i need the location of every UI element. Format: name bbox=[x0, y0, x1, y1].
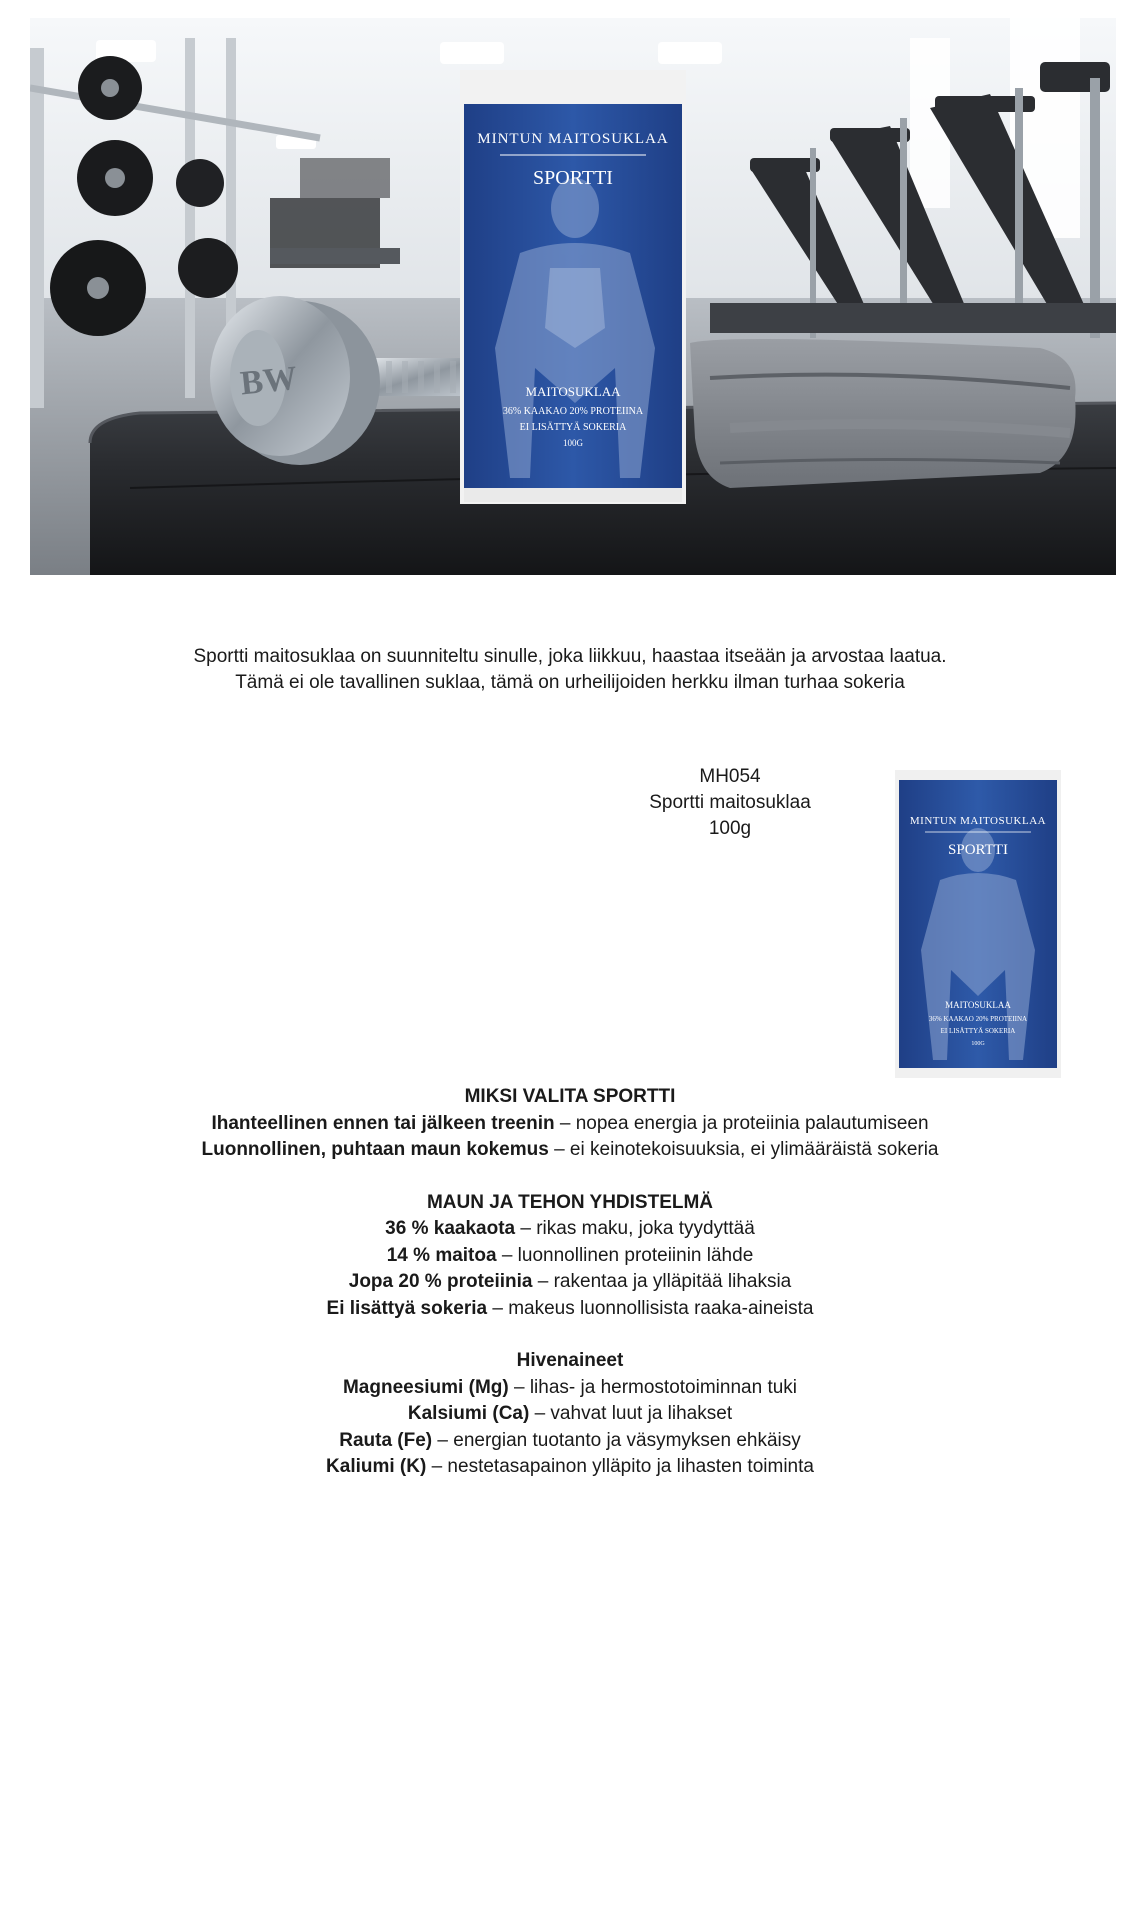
taste-row bbox=[0, 1243, 1140, 1270]
taste-row bbox=[0, 1216, 1140, 1243]
product-code: MH054 bbox=[699, 766, 761, 787]
taste-row-bold: Ei lisättyä sokeria bbox=[326, 1297, 488, 1319]
thumb-bar-name: SPORTTI bbox=[948, 842, 1008, 858]
minerals-section bbox=[0, 1348, 1140, 1481]
taste-row-text: – rakentaa ja ylläpitää lihaksia bbox=[532, 1271, 792, 1292]
why-row-bold: Luonnollinen, puhtaan maun kokemus bbox=[201, 1139, 549, 1160]
features bbox=[0, 1084, 1140, 1507]
taste-row-text: – makeus luonnollisista raaka-aineista bbox=[487, 1297, 814, 1319]
bar-name: SPORTTI bbox=[533, 167, 613, 189]
why-row-text: – ei keinotekoisuuksia, ei ylimääräistä sokeria bbox=[548, 1139, 939, 1160]
bar-type: MAITOSUKLAA bbox=[525, 384, 621, 399]
mineral-row-text: – energian tuotanto ja väsymyksen ehkäisy bbox=[432, 1429, 801, 1451]
mineral-row bbox=[0, 1401, 1140, 1428]
chocolate-bar-image bbox=[895, 770, 1061, 1078]
mineral-row bbox=[0, 1428, 1140, 1455]
gym-photo bbox=[30, 18, 1116, 575]
taste-row bbox=[0, 1269, 1140, 1296]
taste-section bbox=[0, 1190, 1140, 1323]
bar-brand: MINTUN MAITOSUKLAA bbox=[477, 131, 669, 147]
why-row bbox=[0, 1137, 1140, 1164]
taste-row bbox=[0, 1296, 1140, 1323]
taste-row-bold: Jopa 20 % proteiinia bbox=[348, 1271, 533, 1292]
intro-line-1: Sportti maitosuklaa on suunniteltu sinulle, joka liikkuu, haastaa itseään ja arvostaa laatua. bbox=[193, 646, 947, 667]
why-row bbox=[0, 1111, 1140, 1138]
thumb-bar-line2: EI LISÄTTYÄ SOKERIA bbox=[940, 1027, 1016, 1035]
mineral-row bbox=[0, 1375, 1140, 1402]
why-section bbox=[0, 1084, 1140, 1164]
product-thumbnail bbox=[895, 770, 1061, 1078]
product-size: 100g bbox=[708, 818, 752, 839]
thumb-bar-line1: 36% KAAKAO 20% PROTEIINA bbox=[928, 1015, 1028, 1023]
why-heading: MIKSI VALITA SPORTTI bbox=[464, 1086, 676, 1107]
why-row-bold: Ihanteellinen ennen tai jälkeen treenin bbox=[211, 1112, 555, 1134]
mineral-row bbox=[0, 1454, 1140, 1481]
taste-row-bold: 14 % maitoa bbox=[386, 1244, 497, 1266]
bar-line2: EI LISÄTTYÄ SOKERIA bbox=[519, 422, 627, 433]
mineral-row-bold: Kalsiumi (Ca) bbox=[407, 1403, 530, 1424]
taste-row-bold: 36 % kaakaota bbox=[385, 1218, 516, 1239]
thumb-bar-weight: 100G bbox=[971, 1041, 985, 1047]
why-row-text: – nopea energia ja proteiinia palautumiseen bbox=[554, 1112, 929, 1134]
taste-row-text: – rikas maku, joka tyydyttää bbox=[515, 1218, 755, 1239]
thumb-bar-brand: MINTUN MAITOSUKLAA bbox=[909, 815, 1047, 827]
thumb-bar-type: MAITOSUKLAA bbox=[945, 1000, 1011, 1010]
intro-line-2: Tämä ei ole tavallinen suklaa, tämä on urheilijoiden herkku ilman turhaa sokeria bbox=[235, 672, 905, 693]
hero-image bbox=[30, 18, 1116, 575]
taste-row-text: – luonnollinen proteiinin lähde bbox=[496, 1244, 754, 1266]
mineral-row-bold: Rauta (Fe) bbox=[339, 1429, 433, 1451]
product-info bbox=[560, 764, 900, 842]
mineral-row-bold: Magneesiumi (Mg) bbox=[342, 1376, 509, 1398]
mineral-row-text: – vahvat luut ja lihakset bbox=[529, 1403, 733, 1424]
product-name: Sportti maitosuklaa bbox=[649, 792, 811, 813]
mineral-row-text: – nestetasapainon ylläpito ja lihasten toiminta bbox=[426, 1456, 814, 1477]
taste-heading: MAUN JA TEHON YHDISTELMÄ bbox=[426, 1191, 714, 1213]
svg-text:BW: BW bbox=[238, 359, 299, 403]
mineral-row-text: – lihas- ja hermostotoiminnan tuki bbox=[508, 1376, 798, 1398]
bar-line1: 36% KAAKAO 20% PROTEIINA bbox=[502, 406, 644, 417]
minerals-heading: Hivenaineet bbox=[516, 1350, 624, 1371]
mineral-row-bold: Kaliumi (K) bbox=[326, 1456, 427, 1477]
intro-text bbox=[0, 644, 1140, 696]
bar-weight: 100G bbox=[563, 438, 583, 448]
